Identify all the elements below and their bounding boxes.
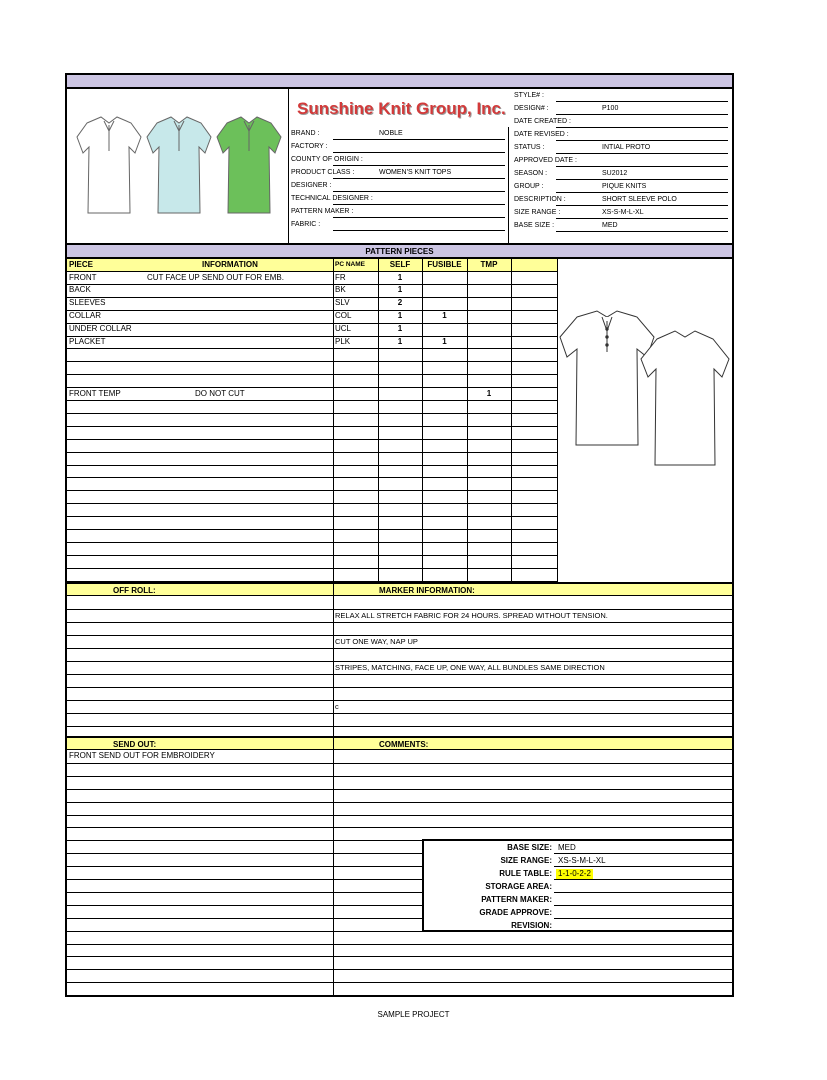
summary-label: STORAGE AREA: [485, 882, 552, 891]
header-right-value: PIQUE KNITS [602, 183, 647, 190]
footer-label: SAMPLE PROJECT [377, 1010, 450, 1019]
pattern-pieces-title: PATTERN PIECES [365, 247, 434, 256]
bottom-row-line [67, 776, 732, 777]
header-right-underline [556, 140, 728, 141]
table-row-line [67, 568, 557, 569]
table-row-line [67, 374, 557, 375]
col-header-pc-name: PC NAME [335, 261, 365, 268]
bottom-row-line [67, 944, 732, 945]
header-left-label: FACTORY : [291, 143, 328, 150]
top-band [67, 75, 732, 89]
summary-label: RULE TABLE: [499, 869, 552, 878]
col-header-self: SELF [389, 260, 411, 269]
header-right-underline [556, 166, 728, 167]
table-col-line [422, 259, 423, 582]
header-right-label: STYLE# : [514, 92, 544, 99]
pattern-piece-name: FRONT [69, 273, 97, 282]
marker-section [67, 596, 732, 736]
header-right-underline [556, 153, 728, 154]
polo-swatches-illustration [67, 89, 289, 243]
pattern-piece-name: SLEEVES [69, 298, 106, 307]
pattern-pieces-table [67, 259, 732, 582]
off-roll-marker-band [67, 582, 732, 596]
bottom-row-line [67, 969, 732, 970]
marker-line: c [335, 702, 339, 711]
header-right-underline [556, 218, 728, 219]
marker-row-line [67, 635, 732, 636]
pattern-piece-pc-name: PLK [335, 337, 351, 346]
bottom-row-line [67, 931, 422, 932]
summary-underline [554, 879, 732, 880]
header-right-label: STATUS : [514, 144, 545, 151]
swatch-image-box [67, 89, 289, 243]
summary-box [422, 839, 732, 932]
summary-underline [554, 853, 732, 854]
header-left-label: PRODUCT CLASS : [291, 169, 355, 176]
header-right-fields [510, 89, 732, 243]
header-left-fields [289, 127, 509, 243]
pattern-pieces-band [67, 245, 732, 259]
send-out-title: SEND OUT: [113, 740, 157, 749]
marker-row-line [67, 700, 732, 701]
summary-underline [554, 866, 732, 867]
col-header-piece: PIECE [69, 260, 94, 269]
header-left-label: COUNTY OF ORIGIN : [291, 156, 363, 163]
pattern-piece-name: COLLAR [69, 311, 102, 320]
pattern-piece-pc-name: COL [335, 311, 352, 320]
header-left-underline [333, 165, 505, 166]
bottom-row-line [67, 982, 732, 983]
header-left-underline [333, 230, 505, 231]
table-row-line [67, 529, 557, 530]
table-row-line [67, 271, 557, 272]
header-left-value: NOBLE [379, 130, 403, 137]
bottom-row-line [67, 840, 422, 841]
header-left-underline [333, 178, 505, 179]
header-right-value: SHORT SLEEVE POLO [602, 196, 677, 203]
pattern-piece-self: 2 [397, 298, 403, 307]
summary-value [556, 895, 560, 897]
table-col-line [557, 259, 558, 582]
table-col-line [378, 259, 379, 582]
marker-row-line [67, 687, 732, 688]
summary-underline [554, 905, 732, 906]
bottom-col-line [333, 750, 334, 995]
header-right-label: APPROVED DATE : [514, 157, 577, 164]
pattern-piece-name: BACK [69, 285, 91, 294]
send-out-comments-band [67, 736, 732, 750]
table-row-line [67, 542, 557, 543]
table-row-line [67, 323, 557, 324]
marker-line: RELAX ALL STRETCH FABRIC FOR 24 HOURS. SPREAD WITHOUT TENSION. [335, 611, 608, 620]
send-out-comments-section [67, 750, 732, 995]
marker-row-line [67, 713, 732, 714]
table-row-line [67, 348, 557, 349]
header-right-value: INTIAL PROTO [602, 144, 651, 151]
table-row-line [67, 452, 557, 453]
header-left-value: WOMEN'S KNIT TOPS [379, 169, 452, 176]
table-row-line [67, 336, 557, 337]
header-left-underline [333, 152, 505, 153]
table-row-line [67, 310, 557, 311]
table-row-line [67, 413, 557, 414]
table-row-line [67, 297, 557, 298]
header-right-value: P100 [602, 105, 619, 112]
header-section [67, 89, 732, 245]
bottom-row-line [67, 879, 422, 880]
marker-col-line [333, 596, 334, 736]
header-left-underline [333, 139, 505, 140]
summary-underline [554, 931, 732, 932]
summary-label: GRADE APPROVE: [479, 908, 552, 917]
pattern-piece-self: 1 [397, 337, 403, 346]
table-row-line [67, 555, 557, 556]
table-row-line [67, 284, 557, 285]
summary-value: MED [558, 843, 576, 852]
marker-row-line [67, 648, 732, 649]
off-roll-title: OFF ROLL: [113, 586, 156, 595]
bottom-row-line [67, 815, 732, 816]
header-right-label: DESCRIPTION : [514, 196, 566, 203]
summary-label: REVISION: [511, 921, 552, 930]
header-right-underline [556, 127, 728, 128]
header-left-label: FABRIC : [291, 221, 321, 228]
header-left-underline [333, 217, 505, 218]
bottom-row-line [67, 827, 732, 828]
comments-title: COMMENTS: [379, 740, 429, 749]
header-right-underline [556, 192, 728, 193]
table-row-line [67, 516, 557, 517]
header-right-value: MED [602, 222, 618, 229]
table-row-line [67, 465, 557, 466]
header-right-underline [556, 101, 728, 102]
summary-value [556, 921, 560, 923]
header-right-label: SEASON : [514, 170, 548, 177]
pattern-piece-self: 1 [397, 273, 403, 282]
summary-value [556, 882, 560, 884]
summary-label: BASE SIZE: [507, 843, 552, 852]
header-right-underline [556, 179, 728, 180]
polo-front-back-sketch [557, 307, 732, 477]
marker-info-title: MARKER INFORMATION: [379, 586, 475, 595]
marker-row-line [67, 609, 732, 610]
header-left-label: TECHNICAL DESIGNER : [291, 195, 373, 202]
marker-row-line [67, 622, 732, 623]
summary-value [556, 908, 560, 910]
col-header-fusible: FUSIBLE [427, 260, 462, 269]
company-name: Sunshine Knit Group, Inc. [297, 99, 506, 118]
header-right-underline [556, 114, 728, 115]
summary-label: SIZE RANGE: [500, 856, 552, 865]
table-row-line [67, 477, 557, 478]
header-right-label: GROUP : [514, 183, 544, 190]
bottom-row-line [67, 956, 732, 957]
table-row-line [67, 490, 557, 491]
header-left-underline [333, 204, 505, 205]
pattern-piece-self: 1 [397, 311, 403, 320]
col-header-tmp: TMP [480, 260, 498, 269]
table-row-line [67, 503, 557, 504]
table-col-line [467, 259, 468, 582]
pattern-piece-self: 1 [397, 285, 403, 294]
bottom-row-line [67, 918, 422, 919]
marker-row-line [67, 726, 732, 727]
header-left-label: PATTERN MAKER : [291, 208, 354, 215]
marker-line: STRIPES, MATCHING, FACE UP, ONE WAY, ALL BUNDLES SAME DIRECTION [335, 663, 605, 672]
header-right-label: DATE REVISED : [514, 131, 569, 138]
marker-row-line [67, 674, 732, 675]
summary-value: XS-S-M-L-XL [558, 856, 606, 865]
polo-swatch-2 [147, 117, 211, 213]
table-row-line [67, 361, 557, 362]
table-row-line [67, 426, 557, 427]
summary-value: 1-1-0-2-2 [558, 869, 591, 878]
header-right-label: DATE CREATED : [514, 118, 571, 125]
bottom-row-line [67, 763, 732, 764]
table-col-line [333, 259, 334, 582]
table-row-line [67, 400, 557, 401]
table-row-line [67, 387, 557, 388]
pattern-piece-name: UNDER COLLAR [69, 324, 132, 333]
header-left-label: DESIGNER : [291, 182, 332, 189]
table-col-line [511, 259, 512, 582]
summary-underline [554, 918, 732, 919]
pattern-piece-info: DO NOT CUT [195, 389, 245, 398]
pattern-piece-self: 1 [397, 324, 403, 333]
summary-underline [554, 892, 732, 893]
summary-label: PATTERN MAKER: [481, 895, 552, 904]
header-right-value: XS-S-M-L-XL [602, 209, 644, 216]
pattern-piece-pc-name: FR [335, 273, 346, 282]
header-right-underline [556, 205, 728, 206]
header-right-label: BASE SIZE : [514, 222, 555, 229]
pattern-piece-pc-name: BK [335, 285, 346, 294]
header-right-value: SU2012 [602, 170, 628, 177]
bottom-row-line [67, 866, 422, 867]
polo-swatch-1 [77, 117, 141, 213]
marker-row-line [67, 661, 732, 662]
header-right-label: DESIGN# : [514, 105, 549, 112]
pattern-piece-tmp: 1 [486, 389, 492, 398]
bottom-row-line [67, 995, 732, 996]
pattern-piece-pc-name: SLV [335, 298, 350, 307]
bottom-row-line [67, 892, 422, 893]
pattern-piece-info: CUT FACE UP SEND OUT FOR EMB. [147, 273, 284, 282]
header-left-underline [333, 191, 505, 192]
header-right-label: SIZE RANGE : [514, 209, 561, 216]
send-out-line: FRONT SEND OUT FOR EMBROIDERY [69, 751, 215, 760]
table-row-line [67, 439, 557, 440]
pattern-piece-fusible: 1 [442, 311, 447, 320]
bottom-row-line [67, 905, 422, 906]
col-header-information: INFORMATION [202, 260, 258, 269]
company-block [289, 89, 509, 125]
spec-sheet [65, 73, 734, 997]
pattern-piece-name: PLACKET [69, 337, 106, 346]
pattern-piece-fusible: 1 [442, 337, 447, 346]
polo-swatch-3 [217, 117, 281, 213]
header-right-underline [556, 231, 728, 232]
pattern-piece-name: FRONT TEMP [69, 389, 121, 398]
bottom-row-line [67, 802, 732, 803]
marker-line: CUT ONE WAY, NAP UP [335, 637, 418, 646]
bottom-row-line [67, 853, 422, 854]
bottom-row-line [67, 789, 732, 790]
header-left-label: BRAND : [291, 130, 320, 137]
pattern-piece-pc-name: UCL [335, 324, 352, 333]
